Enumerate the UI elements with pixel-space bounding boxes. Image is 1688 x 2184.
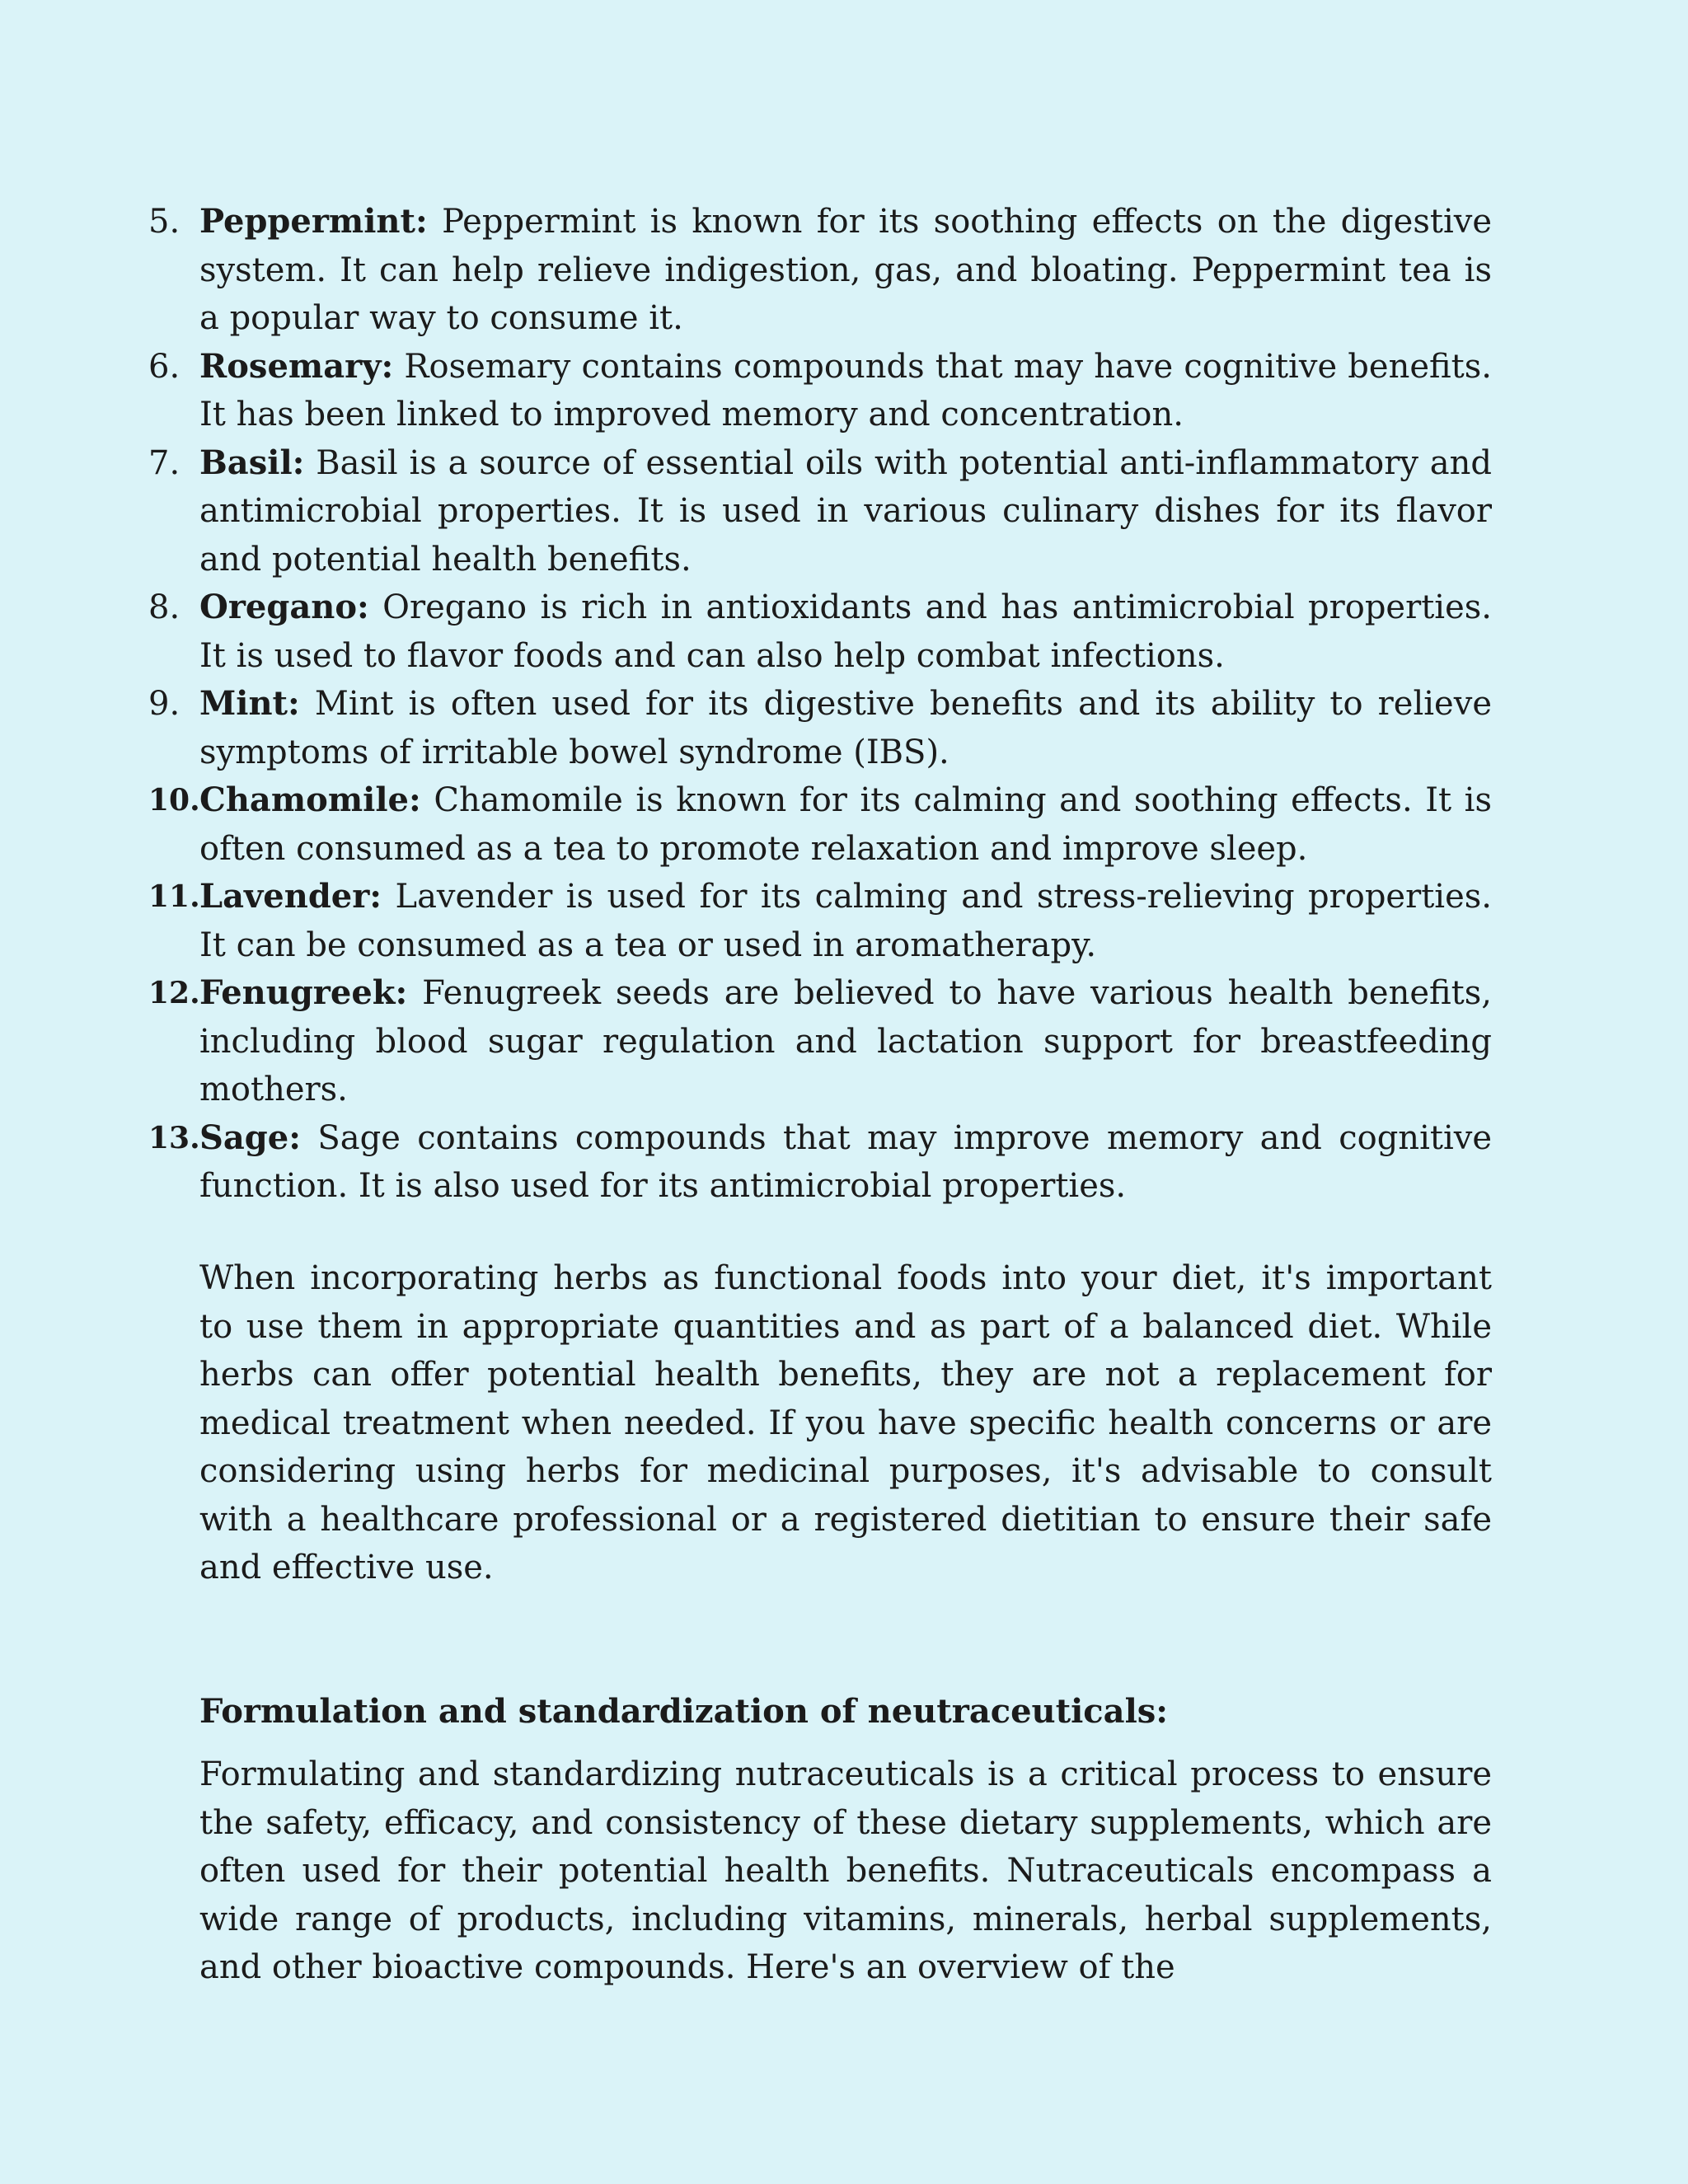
herb-advice-paragraph: When incorporating herbs as functional foods into your diet, it's important to use them in appropriate quantities and as part of a balanced diet. While herbs can offer potential health benefits, they are not a replacement for medical treatment when needed. If you have specific health concerns or are considering using herbs for medicinal purposes, it's advisable to consult with a healthcare professional or a registered dietitian to ensure their safe and effective use. <box>199 1259 1492 1586</box>
list-item <box>148 873 1492 969</box>
herb-description: Basil is a source of essential oils with potential anti-inflammatory and antimicrobial properties. It is used in various culinary dishes for its flavor and potential health benefits. <box>199 443 1493 579</box>
list-item <box>148 583 1492 680</box>
list-number: 9. <box>148 685 181 723</box>
herb-description: Fenugreek seeds are believed to have various health benefits, including blood sugar regulation and lactation support for breastfeeding mothers. <box>199 974 1492 1108</box>
herb-term: Chamomile: <box>199 780 421 819</box>
herb-description: Peppermint is known for its soothing effects on the digestive system. It can help relieve indigestion, gas, and bloating. Peppermint tea is a popular way to consume it. <box>199 203 1492 337</box>
list-number: 13. <box>148 1120 200 1155</box>
herb-description: Sage contains compounds that may improve memory and cognitive function. It is also used for its antimicrobial properties. <box>199 1118 1492 1205</box>
formulation-paragraph: Formulating and standardizing nutraceuticals is a critical process to ensure the safety, efficacy, and consistency of these dietary supplements, which are often used for their potential health benefits. Nutraceuticals encompass a wide range of products, including vitamins, minerals, herbal supplements, and other bioactive compounds. Here's an overview of the <box>199 1755 1492 1986</box>
list-item <box>148 198 1492 343</box>
list-number: 10. <box>148 783 200 818</box>
list-number: 11. <box>148 879 200 914</box>
list-item <box>148 439 1492 584</box>
list-item <box>148 680 1492 776</box>
list-item <box>148 343 1492 439</box>
list-number: 8. <box>148 588 181 626</box>
herb-description: Oregano is rich in antioxidants and has antimicrobial properties. It is used to flavor foods and can also help combat infections. <box>199 588 1492 675</box>
herb-description: Rosemary contains compounds that may have cognitive benefits. It has been linked to improved memory and concentration. <box>199 347 1492 434</box>
list-item <box>148 969 1492 1114</box>
herb-term: Oregano: <box>199 588 369 626</box>
herb-term: Lavender: <box>199 877 382 916</box>
herb-term: Peppermint: <box>199 202 428 241</box>
herb-term: Sage: <box>199 1118 301 1157</box>
herb-term: Fenugreek: <box>199 973 408 1012</box>
herb-term: Mint: <box>199 684 300 723</box>
list-number: 12. <box>148 976 200 1010</box>
herb-term: Basil: <box>199 443 305 482</box>
herb-description: Lavender is used for its calming and stress-relieving properties. It can be consumed as a tea or used in aromatherapy. <box>199 878 1492 964</box>
herb-description: Mint is often used for its digestive benefits and its ability to relieve symptoms of irritable bowel syndrome (IBS). <box>199 685 1492 771</box>
list-number: 7. <box>148 443 181 482</box>
list-item <box>148 776 1492 873</box>
herb-term: Rosemary: <box>199 346 394 386</box>
section-heading: Formulation and standardization of neutraceuticals: <box>199 1692 1169 1731</box>
herb-description: Chamomile is known for its calming and soothing effects. It is often consumed as a tea to promote relaxation and improve sleep. <box>199 781 1493 868</box>
herb-list <box>148 198 1492 1211</box>
list-number: 6. <box>148 347 181 386</box>
list-item <box>148 1114 1492 1211</box>
list-number: 5. <box>148 203 181 241</box>
